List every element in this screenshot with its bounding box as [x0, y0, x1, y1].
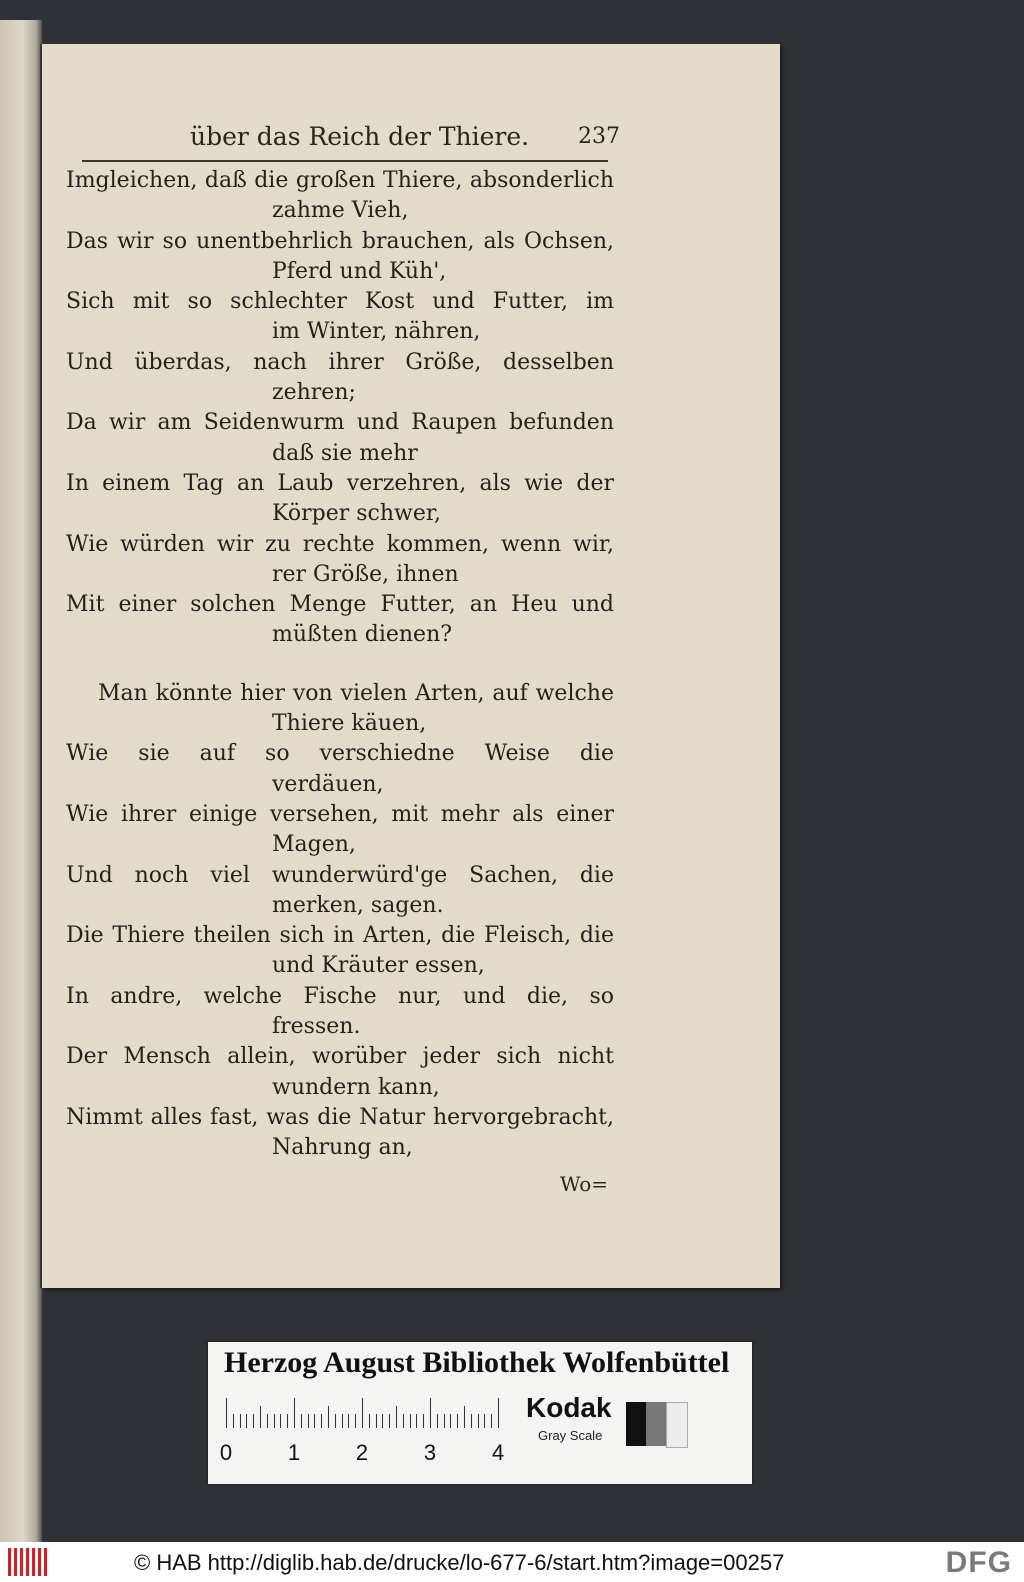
- head-rule: [82, 160, 608, 162]
- ruler-label: 3: [423, 1440, 437, 1465]
- library-name: Herzog August Bibliothek Wolfenbüttel: [224, 1346, 730, 1379]
- verse-line: Wie sie auf so verschiedne Weise die: [66, 741, 614, 767]
- verse-line-continuation: fressen.: [272, 1014, 361, 1040]
- ruler-tick: [348, 1414, 349, 1428]
- ruler-tick: [294, 1398, 295, 1428]
- ruler-tick: [389, 1414, 390, 1428]
- copyright-url[interactable]: © HAB http://diglib.hab.de/drucke/lo-677-6/start.htm?image=00257: [134, 1550, 785, 1575]
- gray-patch-black: [626, 1402, 646, 1446]
- ruler-tick: [267, 1414, 268, 1428]
- ruler-tick: [253, 1414, 254, 1428]
- ruler-tick: [396, 1406, 397, 1428]
- kodak-logo: Kodak: [526, 1392, 612, 1423]
- hab-barcode-logo: [8, 1548, 48, 1576]
- ruler-tick: [328, 1406, 329, 1428]
- verse-line: Da wir am Seidenwurm und Raupen befunden: [66, 410, 614, 436]
- ruler-tick: [260, 1406, 261, 1428]
- ruler-label: 4: [491, 1440, 505, 1465]
- verse-line: Mit einer solchen Menge Futter, an Heu und: [66, 592, 614, 618]
- verse-text: [66, 166, 614, 1164]
- ruler-label: 0: [219, 1440, 233, 1465]
- verse-line: Nimmt alles fast, was die Natur hervorgebracht,: [66, 1104, 614, 1130]
- ruler-tick: [335, 1414, 336, 1428]
- verse-line-continuation: zahme Vieh,: [272, 198, 409, 224]
- ruler-tick: [246, 1414, 247, 1428]
- verse-line-continuation: Nahrung an,: [272, 1135, 413, 1161]
- gray-patch-mid: [646, 1402, 666, 1446]
- verse-line-continuation: Körper schwer,: [272, 501, 441, 527]
- kodak-subtitle: Gray Scale: [538, 1428, 603, 1443]
- ruler-tick: [410, 1414, 411, 1428]
- ruler-tick: [274, 1414, 275, 1428]
- verse-line-continuation: rer Größe, ihnen: [272, 561, 459, 587]
- verse-line-continuation: müßten dienen?: [272, 622, 453, 648]
- ruler-tick: [240, 1414, 241, 1428]
- ruler-tick: [464, 1406, 465, 1428]
- verse-line: Und noch viel wunderwürd'ge Sachen, die: [66, 862, 614, 888]
- verse-line: Und überdas, nach ihrer Größe, desselben: [66, 349, 614, 375]
- verse-line: Der Mensch allein, worüber jeder sich nicht: [66, 1044, 614, 1070]
- verse-line: Die Thiere theilen sich in Arten, die Fleisch, die: [66, 923, 614, 949]
- ruler-tick: [369, 1414, 370, 1428]
- ruler-tick: [491, 1414, 492, 1428]
- ruler-tick: [280, 1414, 281, 1428]
- gray-patch-white: [666, 1402, 688, 1448]
- verse-line: Man könnte hier von vielen Arten, auf welche: [98, 680, 614, 706]
- dfg-logo: DFG: [945, 1546, 1012, 1579]
- ruler-tick: [308, 1414, 309, 1428]
- verse-line: Wie würden wir zu rechte kommen, wenn wir,: [66, 531, 614, 557]
- ruler-tick: [416, 1414, 417, 1428]
- ruler-tick: [287, 1414, 288, 1428]
- verse-line-continuation: Pferd und Küh',: [272, 258, 447, 284]
- verse-line: In andre, welche Fische nur, und die, so: [66, 983, 614, 1009]
- ruler-tick: [478, 1414, 479, 1428]
- ruler-label: 1: [287, 1440, 301, 1465]
- stanza-gap: [66, 651, 614, 679]
- ruler-label: 2: [355, 1440, 369, 1465]
- verse-line: In einem Tag an Laub verzehren, als wie der: [66, 470, 614, 496]
- facing-page-edge: [0, 20, 42, 1542]
- verse-line-continuation: merken, sagen.: [272, 892, 444, 918]
- verse-line-continuation: und Kräuter essen,: [272, 953, 485, 979]
- ruler-tick: [314, 1414, 315, 1428]
- verse-line: Das wir so unentbehrlich brauchen, als Ochsen,: [66, 228, 614, 254]
- verse-line: Imgleichen, daß die großen Thiere, absonderlich: [66, 168, 614, 193]
- page-number: 237: [578, 124, 620, 149]
- catchword: Wo=: [560, 1172, 608, 1196]
- color-scale-target: [208, 1342, 752, 1484]
- ruler-tick: [498, 1398, 499, 1428]
- verse-line: Wie ihrer einige versehen, mit mehr als einer: [66, 801, 614, 827]
- book-page: [42, 44, 780, 1288]
- ruler-tick: [226, 1398, 227, 1428]
- ruler-tick: [471, 1414, 472, 1428]
- running-head: [190, 122, 620, 162]
- ruler-tick: [484, 1414, 485, 1428]
- verse-line-continuation: verdäuen,: [272, 771, 384, 797]
- ruler-tick: [403, 1414, 404, 1428]
- ruler-tick: [362, 1398, 363, 1428]
- ruler-tick: [355, 1414, 356, 1428]
- ruler: [219, 1396, 505, 1466]
- ruler-tick: [430, 1398, 431, 1428]
- running-head-title: über das Reich der Thiere.: [190, 122, 530, 151]
- verse-line-continuation: daß sie mehr: [272, 440, 418, 466]
- ruler-tick: [301, 1414, 302, 1428]
- ruler-tick: [444, 1414, 445, 1428]
- ruler-tick: [450, 1414, 451, 1428]
- verse-line-continuation: zehren;: [272, 380, 356, 406]
- verse-line-continuation: im Winter, nähren,: [272, 319, 481, 345]
- ruler-tick: [376, 1414, 377, 1428]
- footer-bar: [0, 1542, 1024, 1582]
- ruler-tick: [321, 1414, 322, 1428]
- verse-line-continuation: Magen,: [272, 832, 356, 858]
- verse-line: Sich mit so schlechter Kost und Futter, im: [66, 289, 614, 315]
- ruler-tick: [423, 1414, 424, 1428]
- verse-line-continuation: Thiere käuen,: [272, 711, 427, 737]
- verse-line-continuation: wundern kann,: [272, 1074, 440, 1100]
- ruler-tick: [233, 1414, 234, 1428]
- ruler-tick: [382, 1414, 383, 1428]
- ruler-tick: [457, 1414, 458, 1428]
- ruler-tick: [437, 1414, 438, 1428]
- ruler-tick: [342, 1414, 343, 1428]
